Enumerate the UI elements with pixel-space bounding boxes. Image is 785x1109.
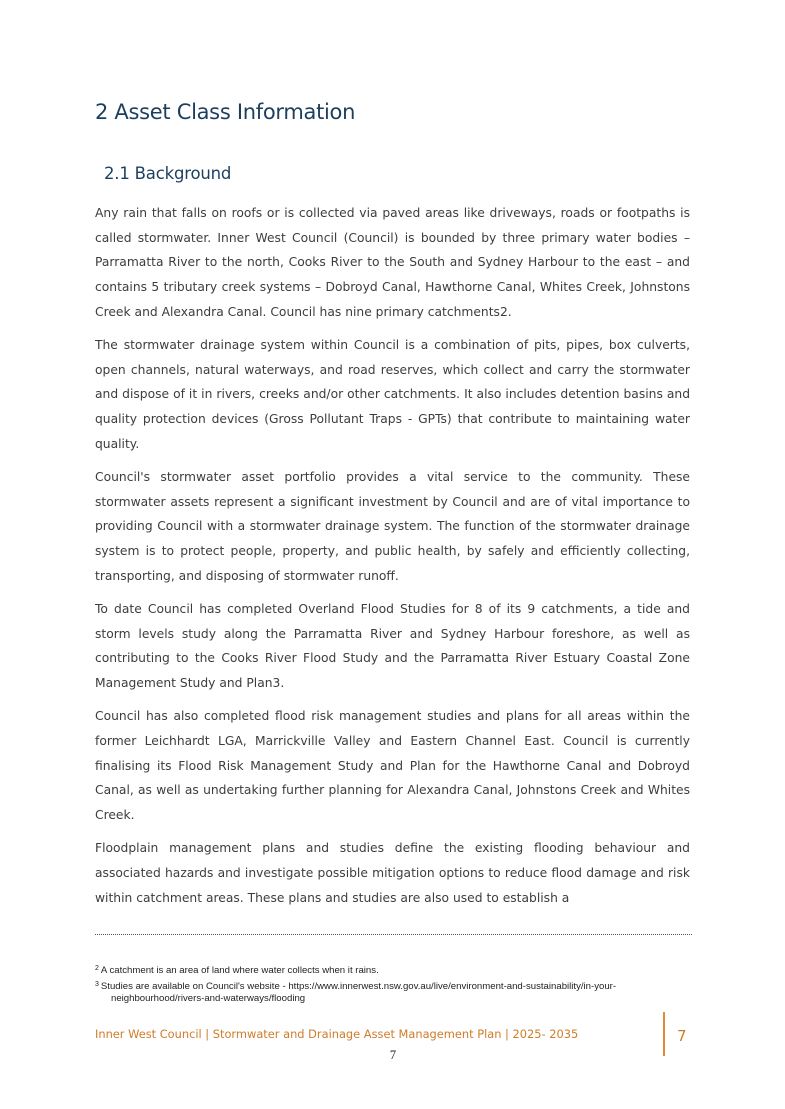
paragraph: To date Council has completed Overland Flood Studies for 8 of its 9 catchments, a tide and storm levels study along the Parramatta River and Sydney Harbour foreshore, as well as contributing to the Cooks River Flood Study and the Parramatta River Estuary Coastal Zone Management Study and Plan3. [95,602,690,691]
paragraph: Council has also completed flood risk management studies and plans for all areas within the former Leichhardt LGA, Marrickville Valley and Eastern Channel East. Council is currently finalising its Flood Risk Management Study and Plan for the Hawthorne Canal and Dobroyd Canal, as well as undertaking further planning for Alexandra Canal, Johnstons Creek and Whites Creek. [95,709,690,823]
footnote-text: Studies are available on Council's website - https://www.innerwest.nsw.gov.au/live/environment-and-sustainability/in-your- [100,981,617,992]
footer-divider [663,1012,665,1056]
paragraph: Any rain that falls on roofs or is collected via paved areas like driveways, roads or footpaths is called stormwater. Inner West Council (Council) is bounded by three primary water bodies – Parramatta River to the north, Cooks River to the South and Sydney Harbour to the east – and contains 5 tributary creek systems – Dobroyd Canal, Hawthorne Canal, Whites Creek, Johnstons Creek and Alexandra Canal. Council has nine primary catchments2. [95,206,690,319]
page-number: 7 [389,1048,397,1062]
footer-title: Inner West Council | Stormwater and Drainage Asset Management Plan | 2025- 2035 [95,1027,579,1041]
footnote-divider [95,934,692,935]
footnote-text: A catchment is an area of land where water collects when it rains. [100,965,379,976]
paragraph: The stormwater drainage system within Council is a combination of pits, pipes, box culverts, open channels, natural waterways, and road reserves, which collect and carry the stormwater and dispose of it in rivers, creeks and/or other catchments. It also includes detention basins and quality protection devices (Gross Pollutant Traps - GPTs) that contribute to maintaining water quality. [95,338,690,451]
paragraph: Council's stormwater asset portfolio provides a vital service to the community. These stormwater assets represent a significant investment by Council and are of vital importance to providing Council with a stormwater drainage system. The function of the stormwater drainage system is to protect people, property, and public health, by safely and efficiently collecting, transporting, and disposing of stormwater runoff. [95,470,690,583]
footnote-marker: 3 [95,981,99,988]
footnote [95,979,695,1005]
footnote-marker: 2 [95,965,99,972]
footnote-link[interactable]: neighbourhood/rivers-and-waterways/flooding [111,993,306,1004]
footer-page-number: 7 [677,1027,687,1045]
footnote [95,963,695,977]
subsection-heading: 2.1 Background [104,164,232,183]
body-text [95,201,690,919]
paragraph: Floodplain management plans and studies define the existing flooding behaviour and associated hazards and investigate possible mitigation options to reduce flood damage and risk within catchment areas. These plans and studies are also used to establish a [95,841,690,905]
section-heading: 2 Asset Class Information [95,100,356,124]
